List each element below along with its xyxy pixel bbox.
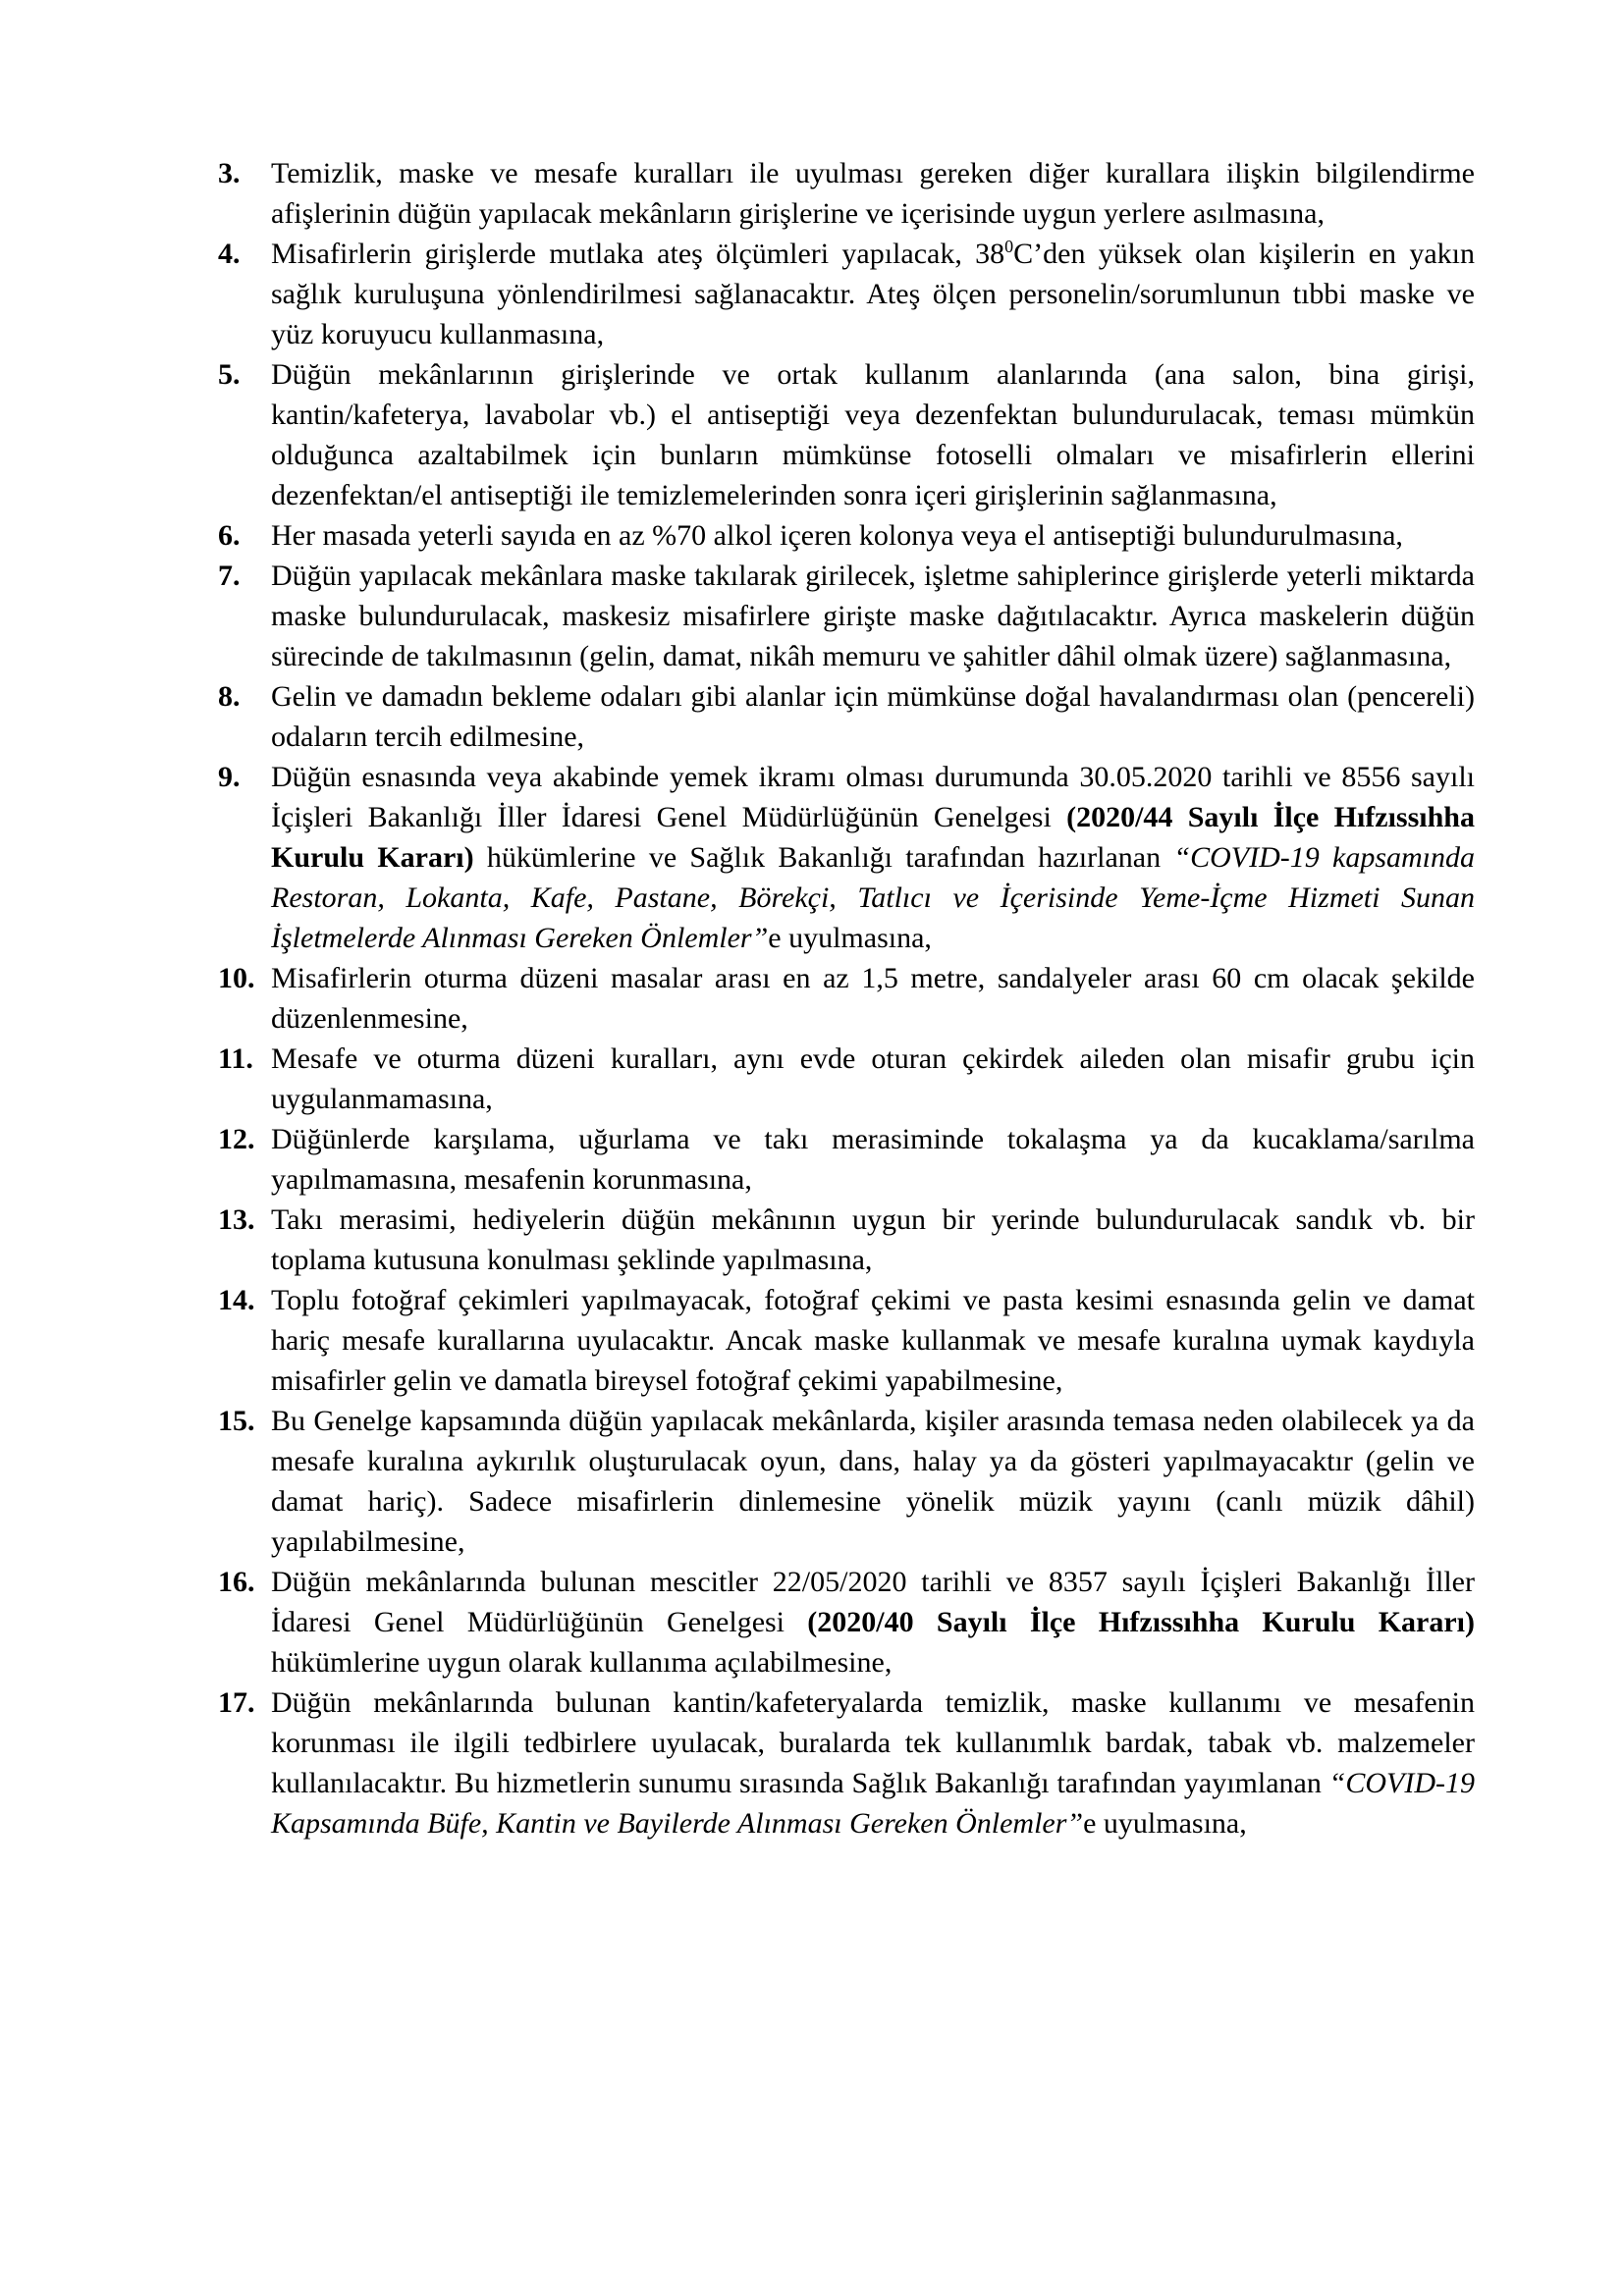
text-run: e uyulmasına, — [1083, 1807, 1247, 1840]
item-text — [271, 234, 1475, 354]
item-text — [271, 556, 1475, 676]
text-run: Düğünlerde karşılama, uğurlama ve takı merasiminde tokalaşma ya da kucaklama/sarılma yapılmamasına, mesafenin korunmasına, — [271, 1123, 1475, 1196]
item-number: 14. — [218, 1284, 255, 1316]
superscript: 0 — [1004, 237, 1014, 256]
item-text — [271, 958, 1475, 1039]
item-text — [271, 1401, 1475, 1562]
text-run: Takı merasimi, hediyelerin düğün mekânının uygun bir yerinde bulundurulacak sandık vb. bir toplama kutusuna konulması şeklinde yapılmasına, — [271, 1203, 1475, 1276]
list-item — [218, 1682, 1475, 1843]
list-item — [218, 676, 1475, 757]
text-run: Gelin ve damadın bekleme odaları gibi alanlar için mümkünse doğal havalandırması olan (pencereli) odaların tercih edilmesine, — [271, 680, 1475, 753]
text-run: Temizlik, maske ve mesafe kuralları ile uyulması gereken diğer kurallara ilişkin bilgilendirme afişlerinin düğün yapılacak mekânların girişlerine ve içerisinde uygun yerlere asılmasına, — [271, 157, 1475, 230]
item-number: 6. — [218, 519, 241, 552]
bold-text: (2020/44 Sayılı İlçe Hıfzıssıhha Kurulu Kararı) — [271, 801, 1475, 874]
text-run: Misafirlerin oturma düzeni masalar arası en az 1,5 metre, sandalyeler arası 60 cm olacak şekilde düzenlenmesine, — [271, 962, 1475, 1035]
text-run: Düğün mekânlarında bulunan kantin/kafeteryalarda temizlik, maske kullanımı ve mesafenin korunması ile ilgili tedbirlere uyulacak, buralarda tek kullanımlık bardak, tabak vb. malzemeler kullanılacaktır. Bu hizmetlerin sunumu sırasında Sağlık Bakanlığı tarafından yayımlanan — [271, 1686, 1475, 1799]
text-run: Düğün mekânlarının girişlerinde ve ortak kullanım alanlarında (ana salon, bina girişi, kantin/kafeterya, lavabolar vb.) el antiseptiği veya dezenfektan bulundurulacak, teması mümkün olduğunca azaltabilmek için bunların mümkünse fotoselli olmaları ve misafirlerin ellerini dezenfektan/el antiseptiği ile temizlemelerinden sonra içeri girişlerinin sağlanmasına, — [271, 358, 1475, 511]
italic-text: “COVID-19 kapsamında Restoran, Lokanta, Kafe, Pastane, Börekçi, Tatlıcı ve İçerisinde Yeme-İçme Hizmeti Sunan İşletmelerde Alınması Gereken Önlemler” — [271, 841, 1475, 954]
item-text — [271, 153, 1475, 234]
item-number: 3. — [218, 157, 241, 189]
item-number: 12. — [218, 1123, 255, 1155]
item-text — [271, 1200, 1475, 1280]
item-number: 13. — [218, 1203, 255, 1236]
list-item — [218, 1562, 1475, 1682]
list-item — [218, 1200, 1475, 1280]
list-item — [218, 1280, 1475, 1401]
item-number: 10. — [218, 962, 255, 994]
list-item — [218, 1039, 1475, 1119]
item-text — [271, 515, 1475, 556]
text-run: hükümlerine ve Sağlık Bakanlığı tarafından hazırlanan — [473, 841, 1174, 874]
list-item — [218, 757, 1475, 958]
item-text — [271, 676, 1475, 757]
item-text — [271, 757, 1475, 958]
item-text — [271, 1562, 1475, 1682]
item-number: 9. — [218, 761, 241, 793]
italic-text: “COVID-19 Kapsamında Büfe, Kantin ve Bayilerde Alınması Gereken Önlemler” — [271, 1767, 1475, 1840]
text-run: e uyulmasına, — [768, 922, 932, 954]
item-text — [271, 1280, 1475, 1401]
item-number: 4. — [218, 238, 241, 270]
list-item — [218, 958, 1475, 1039]
list-item — [218, 1119, 1475, 1200]
text-run: Misafirlerin girişlerde mutlaka ateş ölçümleri yapılacak, 38 — [271, 238, 1005, 270]
text-run: C’den yüksek olan kişilerin en yakın sağlık kuruluşuna yönlendirilmesi sağlanacaktır. Ateş ölçen personelin/sorumlunun tıbbi maske ve yüz koruyucu kullanmasına, — [271, 238, 1475, 350]
list-item — [218, 1401, 1475, 1562]
text-run: hükümlerine uygun olarak kullanıma açılabilmesine, — [271, 1646, 893, 1679]
item-number: 5. — [218, 358, 241, 391]
text-run: Düğün mekânlarında bulunan mescitler 22/05/2020 tarihli ve 8357 sayılı İçişleri Bakanlığı İller İdaresi Genel Müdürlüğünün Genelgesi — [271, 1566, 1475, 1638]
text-run: Düğün yapılacak mekânlara maske takılarak girilecek, işletme sahiplerince girişlerde yeterli miktarda maske bulundurulacak, maskesiz misafirlere girişte maske dağıtılacaktır. Ayrıca maskelerin düğün sürecinde de takılmasının (gelin, damat, nikâh memuru ve şahitler dâhil olmak üzere) sağlanmasına, — [271, 560, 1475, 672]
list-item — [218, 556, 1475, 676]
item-number: 11. — [218, 1042, 253, 1075]
item-number: 16. — [218, 1566, 255, 1598]
list-item — [218, 515, 1475, 556]
item-number: 8. — [218, 680, 241, 713]
item-number: 17. — [218, 1686, 255, 1719]
text-run: Düğün esnasında veya akabinde yemek ikramı olması durumunda 30.05.2020 tarihli ve 8556 sayılı İçişleri Bakanlığı İller İdaresi Genel Müdürlüğünün Genelgesi — [271, 761, 1475, 833]
list-item — [218, 354, 1475, 515]
measures-list — [218, 153, 1475, 1843]
list-item — [218, 153, 1475, 234]
text-run: Toplu fotoğraf çekimleri yapılmayacak, fotoğraf çekimi ve pasta kesimi esnasında gelin ve damat hariç mesafe kurallarına uyulacaktır. Ancak maske kullanmak ve mesafe kuralına uymak kaydıyla misafirler gelin ve damatla bireysel fotoğraf çekimi yapabilmesine, — [271, 1284, 1475, 1397]
bold-text: (2020/40 Sayılı İlçe Hıfzıssıhha Kurulu Kararı) — [807, 1606, 1475, 1638]
item-number: 7. — [218, 560, 241, 592]
item-number: 15. — [218, 1405, 255, 1437]
text-run: Mesafe ve oturma düzeni kuralları, aynı evde oturan çekirdek aileden olan misafir grubu için uygulanmamasına, — [271, 1042, 1475, 1115]
item-text — [271, 1039, 1475, 1119]
item-text — [271, 1119, 1475, 1200]
text-run: Her masada yeterli sayıda en az %70 alkol içeren kolonya veya el antiseptiği bulundurulmasına, — [271, 519, 1403, 552]
text-run: Bu Genelge kapsamında düğün yapılacak mekânlarda, kişiler arasında temasa neden olabilecek ya da mesafe kuralına aykırılık oluşturulacak oyun, dans, halay ya da gösteri yapılmayacaktır (gelin ve damat hariç). Sadece misafirlerin dinlemesine yönelik müzik yayını (canlı müzik dâhil) yapılabilmesine, — [271, 1405, 1475, 1558]
item-text — [271, 1682, 1475, 1843]
item-text — [271, 354, 1475, 515]
list-item — [218, 234, 1475, 354]
